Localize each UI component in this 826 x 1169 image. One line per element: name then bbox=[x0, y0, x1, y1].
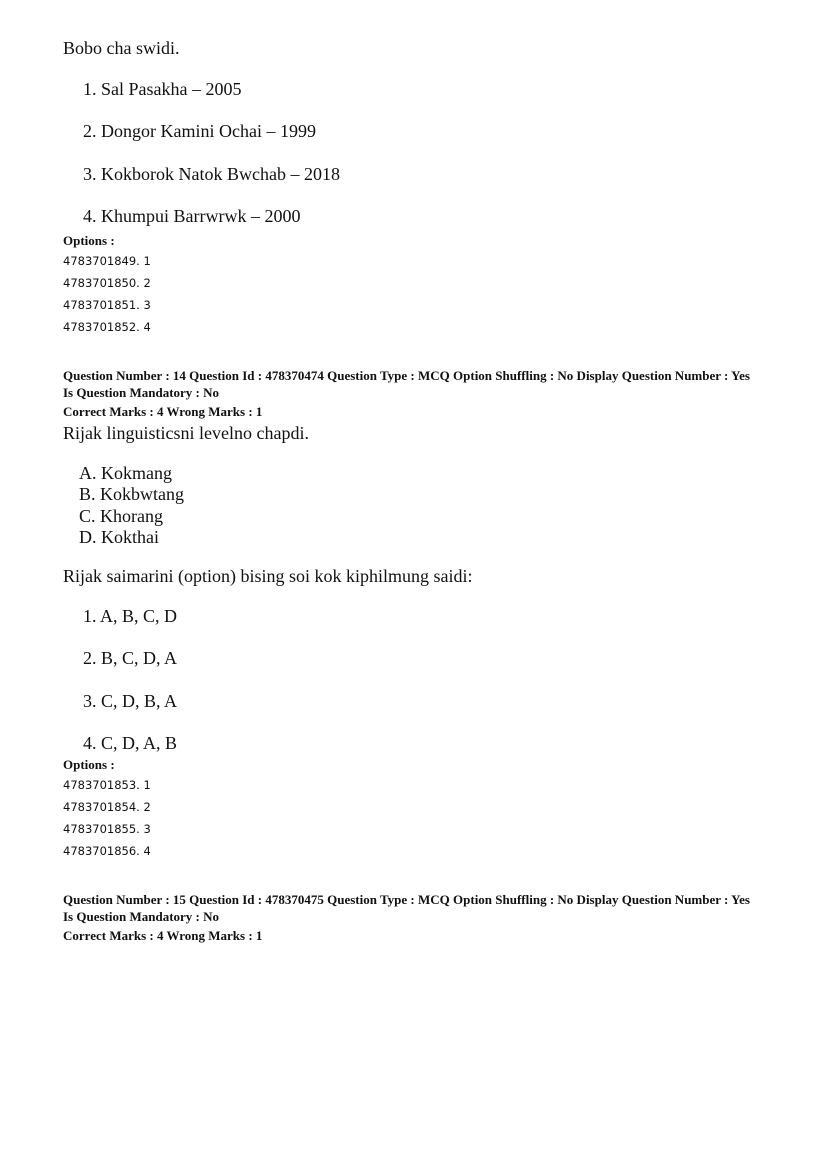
q14-item-a: A. Kokmang bbox=[79, 463, 172, 483]
q13-option-2: 4783701850. 2 bbox=[63, 276, 151, 290]
q14-item-c: C. Khorang bbox=[79, 506, 163, 526]
q14-item-b: B. Kokbwtang bbox=[79, 484, 184, 504]
q13-prompt: Bobo cha swidi. bbox=[63, 38, 180, 58]
q14-option-4: 4783701856. 4 bbox=[63, 844, 151, 858]
q15-marks: Correct Marks : 4 Wrong Marks : 1 bbox=[63, 928, 263, 943]
q14-options-label: Options : bbox=[63, 757, 115, 772]
q14-option-3: 4783701855. 3 bbox=[63, 822, 151, 836]
q14-choice-3: 3. C, D, B, A bbox=[83, 691, 178, 711]
q13-choice-3: 3. Kokborok Natok Bwchab – 2018 bbox=[83, 164, 340, 184]
q14-choice-1: 1. A, B, C, D bbox=[83, 606, 178, 626]
q14-item-d: D. Kokthai bbox=[79, 527, 159, 547]
q13-choice-4: 4. Khumpui Barrwrwk – 2000 bbox=[83, 206, 301, 226]
q13-choice-2: 2. Dongor Kamini Ochai – 1999 bbox=[83, 121, 316, 141]
q14-option-2: 4783701854. 2 bbox=[63, 800, 151, 814]
q13-choice-1: 1. Sal Pasakha – 2005 bbox=[83, 79, 242, 99]
q13-options-label: Options : bbox=[63, 233, 115, 248]
q14-instruction: Rijak saimarini (option) bising soi kok kiphilmung saidi: bbox=[63, 566, 473, 586]
q14-choice-4: 4. C, D, A, B bbox=[83, 733, 178, 753]
q14-option-1: 4783701853. 1 bbox=[63, 778, 151, 792]
q14-prompt: Rijak linguisticsni levelno chapdi. bbox=[63, 423, 309, 443]
q14-marks: Correct Marks : 4 Wrong Marks : 1 bbox=[63, 404, 263, 419]
q13-option-3: 4783701851. 3 bbox=[63, 298, 151, 312]
q14-choice-2: 2. B, C, D, A bbox=[83, 648, 178, 668]
q14-header: Question Number : 14 Question Id : 478370474 Question Type : MCQ Option Shuffling : No Display Question Number : Yes Is Question Mandatory : No bbox=[63, 368, 750, 400]
q15-header: Question Number : 15 Question Id : 478370475 Question Type : MCQ Option Shuffling : No Display Question Number : Yes Is Question Mandatory : No bbox=[63, 892, 750, 924]
q13-option-1: 4783701849. 1 bbox=[63, 254, 151, 268]
q13-option-4: 4783701852. 4 bbox=[63, 320, 151, 334]
